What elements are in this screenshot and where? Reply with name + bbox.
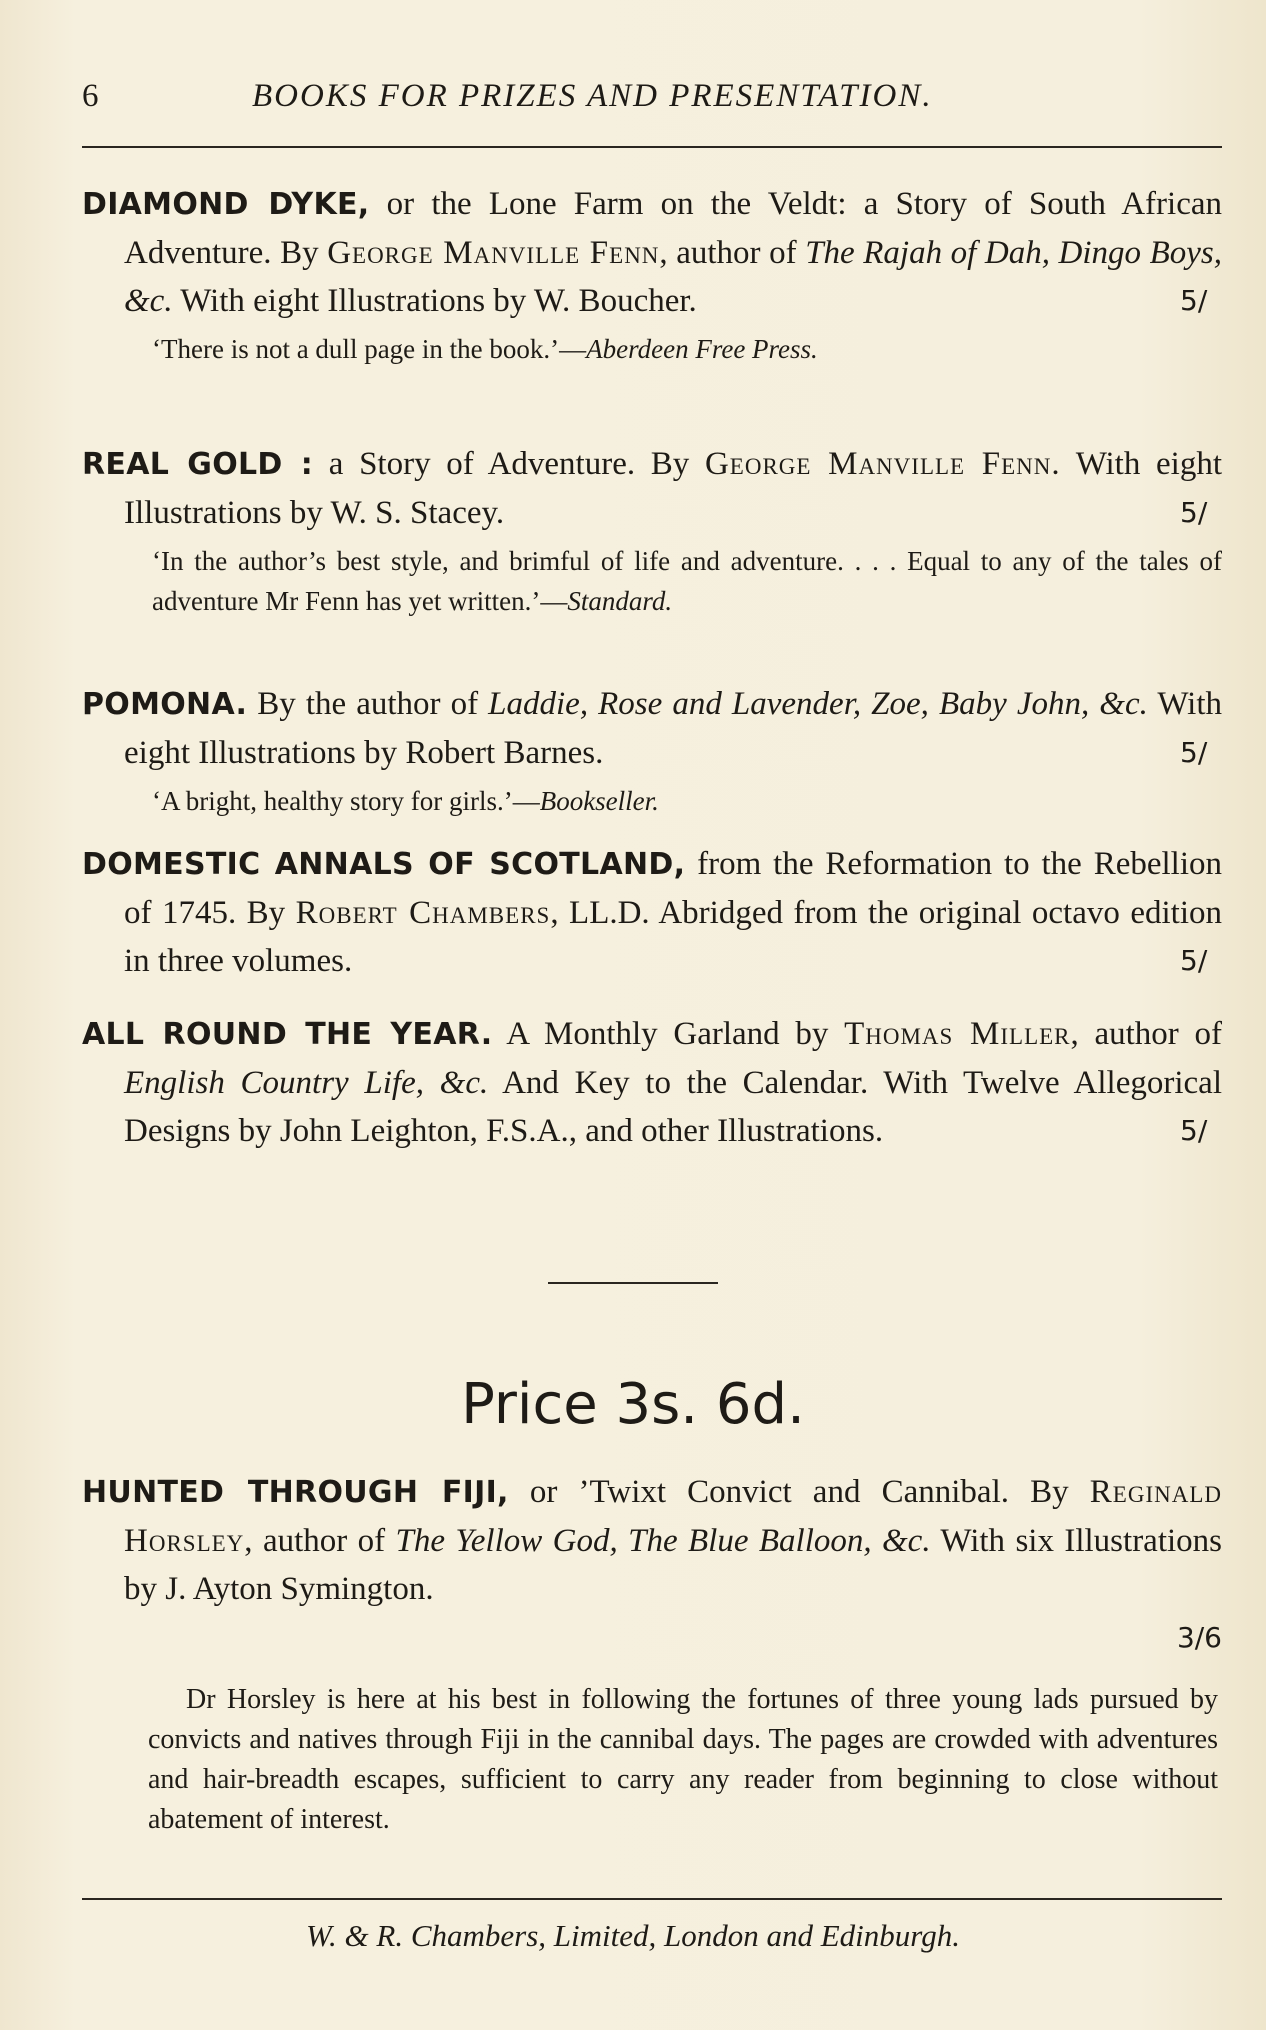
entry-text: With eight Illustrations by Robert Barnes. <box>124 686 1222 771</box>
page-number: 6 <box>82 78 99 114</box>
review-quote: ‘A bright, healthy story for girls.’—Bookseller. <box>152 786 659 816</box>
other-works: English Country Life, &c. <box>124 1065 489 1101</box>
author-name: Thomas Miller <box>844 1016 1071 1052</box>
book-entry-pomona <box>82 680 1222 821</box>
price: 3/6 <box>1176 1621 1222 1654</box>
page-header <box>82 78 1222 128</box>
book-entry-real-gold <box>82 440 1222 621</box>
entry-text: And Key to the Calendar. With Twelve Allegorical Designs by John Leighton, F.S.A., and other Illustrations. <box>124 1065 1222 1149</box>
running-title: BOOKS FOR PRIZES AND PRESENTATION. <box>252 78 933 114</box>
book-title: HUNTED THROUGH FIJI, <box>82 1475 509 1510</box>
entry-body: DOMESTIC ANNALS OF SCOTLAND, from the Reformation to the Rebellion of 1745. By Robert Chambers, LL.D. Abridged from the original octavo edition in three volumes. 5/ <box>82 846 1223 979</box>
other-works: The Rajah of Dah, Dingo Boys, &c. <box>124 235 1223 319</box>
entry-text: or ’Twixt Convict and Cannibal. By <box>508 1474 1090 1510</box>
author-name: Robert Chambers <box>295 895 551 931</box>
entry-body: POMONA. By the author of Laddie, Rose and Lavender, Zoe, Baby John, &c. With eight Illustrations by Robert Barnes. 5/ <box>82 686 1222 771</box>
entry-text: With eight Illustrations by W. Boucher. <box>172 283 697 319</box>
entry-body: ALL ROUND THE YEAR. A Monthly Garland by Thomas Miller, author of English Country Life, &c. And Key to the Calendar. With Twelve Allegorical Designs by John Leighton, F.S.A., and other Illustrations. 5/ <box>82 1016 1222 1149</box>
header-rule <box>82 146 1222 148</box>
entry-text: A Monthly Garland by <box>492 1016 845 1052</box>
publisher-imprint: W. & R. Chambers, Limited, London and Edinburgh. <box>306 1918 960 1953</box>
entry-text: With six Illustrations by J. Ayton Symington. <box>124 1523 1223 1607</box>
entry-text: or the Lone Farm on the Veldt: a Story of South African Adventure. By <box>124 186 1222 271</box>
entry-text: By the author of <box>247 686 489 722</box>
book-title: REAL GOLD : <box>82 447 314 482</box>
entry-body: REAL GOLD : a Story of Adventure. By George Manville Fenn. With eight Illustrations by W. S. Stacey. 5/ <box>82 446 1223 531</box>
book-description: Dr Horsley is here at his best in following the fortunes of three young lads pursued by convicts and natives through Fiji in the cannibal days. The pages are crowded with adventures and hair-breadth escapes, sufficient to carry any reader from beginning to close without abatement of interest. <box>148 1684 1218 1835</box>
author-name: George Manville Fenn. <box>704 446 1061 482</box>
entry-text: , author of <box>1070 1016 1222 1052</box>
book-title: DIAMOND DYKE, <box>82 187 370 222</box>
other-works: The Yellow God, The Blue Balloon, &c. <box>395 1523 931 1559</box>
section-divider <box>548 1282 718 1284</box>
book-entry-domestic-annals <box>82 840 1222 985</box>
entry-text: from the Reformation to the Rebellion of 1745. By <box>124 846 1223 931</box>
book-entry-hunted-through-fiji <box>82 1468 1222 1662</box>
entry-body: DIAMOND DYKE, or the Lone Farm on the Veldt: a Story of South African Adventure. By George Manville Fenn, author of The Rajah of Dah, Dingo Boys, &c. With eight Illustrations by W. Boucher. 5/ <box>82 186 1223 319</box>
author-name: Reginald Horsley <box>124 1474 1222 1559</box>
book-entry-diamond-dyke <box>82 180 1222 369</box>
author-name: George Manville Fenn <box>327 235 660 271</box>
quote-source: Bookseller. <box>539 786 659 816</box>
book-title: DOMESTIC ANNALS OF SCOTLAND, <box>82 847 686 882</box>
quote-source: Standard. <box>567 586 673 616</box>
quote-text: ‘In the author’s best style, and brimful of life and adventure. . . . Equal to any of the tales of adventure Mr Fenn has yet written.’— <box>152 546 1222 616</box>
book-title: ALL ROUND THE YEAR. <box>82 1017 493 1052</box>
entry-text: , author of <box>244 1523 396 1559</box>
entry-text: , author of <box>659 235 806 271</box>
price-row <box>82 1613 1222 1662</box>
footer-rule <box>82 1898 1222 1900</box>
price-heading: Price 3s. 6d. <box>461 1372 805 1437</box>
quote-text: ‘There is not a dull page in the book.’ <box>152 334 560 364</box>
quote-text: ‘A bright, healthy story for girls.’ <box>152 786 513 816</box>
other-works: Laddie, Rose and Lavender, Zoe, Baby John, &c. <box>488 686 1148 722</box>
entry-text: a Story of Adventure. By <box>313 446 705 482</box>
entry-body <box>82 1468 1222 1613</box>
review-quote <box>82 541 1222 621</box>
entry-text: With eight Illustrations by W. S. Stacey. <box>124 446 1223 531</box>
review-quote: ‘There is not a dull page in the book.’—Aberdeen Free Press. <box>152 334 818 364</box>
book-entry-all-round-the-year <box>82 1010 1222 1155</box>
quote-source: Aberdeen Free Press. <box>586 334 818 364</box>
entry-text: , LL.D. Abridged from the original octavo edition in three volumes. <box>124 895 1222 979</box>
book-title: POMONA. <box>82 687 248 722</box>
